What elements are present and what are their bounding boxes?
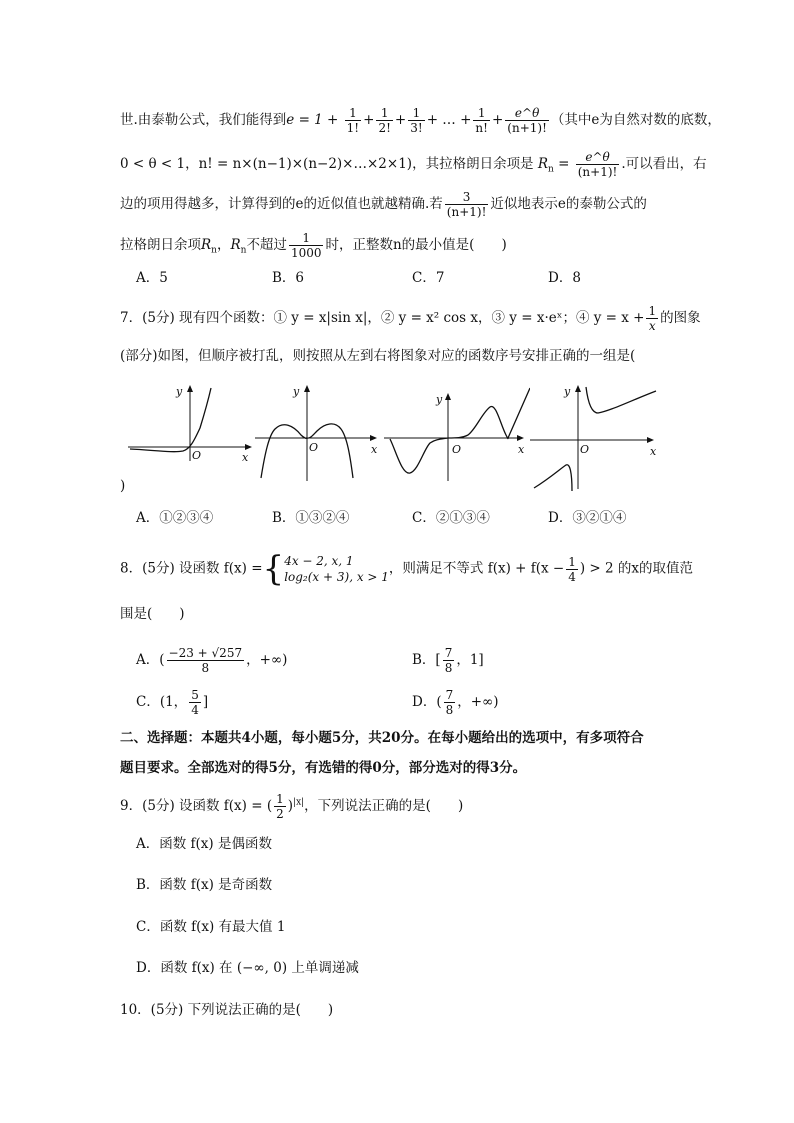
origin-label: O bbox=[580, 443, 590, 456]
axis-x-label: x bbox=[371, 443, 378, 456]
q7-stem: 7．(5分) 现有四个函数：① y = x|sin x|，② y = x² cos x，③ y = x·eˣ；④ y = x + bbox=[120, 310, 645, 326]
q6-text: 近似地表示e的泰勒公式的 bbox=[490, 196, 647, 212]
q6-option-d: D．8 bbox=[548, 270, 581, 286]
q6-fraction: $\frac{3}{(n+1)!}$ bbox=[446, 190, 487, 219]
q7-graph-3 bbox=[384, 383, 530, 483]
q9-stem: 9．(5分) 设函数 f(x) = ( $\frac{1}{2}$ )$^{|x|}$，下列说法正确的是( ) bbox=[120, 792, 464, 821]
section-2-heading-line-1: 二、选择题：本题共4小题，每小题5分，共20分。在每小题给出的选项中，有多项符合 bbox=[120, 730, 644, 746]
origin-label: O bbox=[192, 449, 202, 462]
q7-graph-4 bbox=[530, 383, 660, 493]
q8-piecewise: 4x − 2, x, 1 log₂(x + 3), x > 1 bbox=[284, 554, 389, 584]
q6-line-3 bbox=[120, 190, 647, 219]
q6-text: （其中e为自然对数的底数， bbox=[550, 112, 721, 128]
q7-stem-line-3: ) bbox=[120, 478, 126, 494]
q6-option-a: A．5 bbox=[136, 270, 168, 286]
origin-label: O bbox=[452, 443, 462, 456]
q7-fraction: $\frac{1}{x}$ bbox=[648, 304, 657, 333]
q8-stem-line-2: 围是( ) bbox=[120, 606, 185, 622]
q6-fraction: $\frac{1}{1000}$ bbox=[290, 231, 322, 260]
axis-x-label: x bbox=[518, 443, 525, 456]
q7-option-a: A．①②③④ bbox=[136, 510, 214, 526]
axis-y-label: y bbox=[436, 393, 443, 406]
axis-y-label: y bbox=[293, 385, 300, 398]
q6-text: 拉格朗日余项 bbox=[120, 237, 201, 253]
q6-text: 0 < θ < 1，n! = n×(n−1)×(n−2)×…×2×1)，其拉格朗日余项是 bbox=[120, 156, 534, 172]
q6-fraction: $\frac{e\^{}\theta}{(n+1)!}$ bbox=[507, 106, 547, 135]
q7-graph-2 bbox=[255, 383, 381, 483]
q9-option-d: D．函数 f(x) 在 (−∞, 0) 上单调递减 bbox=[136, 960, 359, 976]
q6-text: .可以看出，右 bbox=[621, 156, 707, 172]
q8-option-b: B．[ $\frac{7}{8}$ ，1] bbox=[412, 646, 484, 675]
q7-option-b: B．①③②④ bbox=[272, 510, 350, 526]
q8-stem-line-1: 8．(5分) 设函数 f(x) ={ 4x − 2, x, 1 log₂(x + 3), x > 1 ，则满足不等式 f(x) + f(x − $\frac{1}{4}$ ) > 2 的x的取值范 bbox=[120, 549, 694, 589]
q6-fraction: $\frac{e\^{}\theta}{(n+1)!}$ bbox=[577, 150, 618, 179]
q6-fraction: $\frac{1}{n!}$ bbox=[475, 106, 488, 135]
q6-line-2: 0 < θ < 1，n! = n×(n−1)×(n−2)×…×2×1)，其拉格朗日余项是 $R_n$ = $\frac{e\^{}\theta}{(n+1)!}$ .可以看出，右 bbox=[120, 150, 707, 179]
q6-option-b: B．6 bbox=[272, 270, 305, 286]
q8-option-c: C．(1， $\frac{5}{4}$ ] bbox=[136, 688, 209, 717]
origin-label: O bbox=[309, 441, 319, 454]
q6-line-1: 世.由泰勒公式，我们能得到e = 1 + $\frac{1}{1!}$ + $\frac{1}{2!}$ + $\frac{1}{3!}$ + … + $\frac{1}{n!}$ + $\frac{e\^{}\theta}{(n+1)!}$ （其中e为自然对数的底数， bbox=[120, 106, 721, 135]
q6-fraction: $\frac{1}{3!}$ bbox=[410, 106, 423, 135]
q6-fraction: $\frac{1}{1!}$ bbox=[346, 106, 360, 135]
q6-line-4: 拉格朗日余项$R_n$，$R_n$不超过 $\frac{1}{1000}$ 时，正整数n的最小值是( ) bbox=[120, 231, 507, 260]
q9-option-a: A．函数 f(x) 是偶函数 bbox=[136, 836, 272, 852]
q7-option-c: C．②①③④ bbox=[412, 510, 490, 526]
q6-text: 时，正整数n的最小值是( ) bbox=[325, 237, 507, 253]
axis-y-label: y bbox=[564, 385, 571, 398]
q6-formula-lead: e = 1 + bbox=[286, 112, 339, 128]
q6-fraction: $\frac{1}{2!}$ bbox=[378, 106, 391, 135]
q9-option-c: C．函数 f(x) 有最大值 1 bbox=[136, 919, 286, 935]
section-2-heading-line-2: 题目要求。全部选对的得5分，有选错的得0分，部分选对的得3分。 bbox=[120, 760, 527, 776]
axis-x-label: x bbox=[650, 445, 657, 458]
q6-text: 世.由泰勒公式，我们能得到 bbox=[120, 112, 287, 128]
q8-option-a: A．( $\frac{-23 + √257}{8}$ ，+∞) bbox=[136, 646, 288, 675]
q8-stem: 8．(5分) 设函数 f(x) = bbox=[120, 560, 263, 577]
q10-stem: 10．(5分) 下列说法正确的是( ) bbox=[120, 1002, 334, 1018]
q8-option-d: D．( $\frac{7}{8}$ ，+∞) bbox=[412, 688, 499, 717]
q7-stem-line-2: (部分)如图，但顺序被打乱，则按照从左到右将图象对应的函数序号安排正确的一组是( bbox=[120, 348, 636, 364]
q9-option-b: B．函数 f(x) 是奇函数 bbox=[136, 877, 273, 893]
axis-x-label: x bbox=[242, 451, 249, 463]
q6-text: 边的项用得越多，计算得到的e的近似值也就越精确.若 bbox=[120, 196, 443, 212]
q6-option-c: C．7 bbox=[412, 270, 445, 286]
axis-y-label: y bbox=[176, 385, 183, 398]
q7-option-d: D．③②①④ bbox=[548, 510, 627, 526]
q7-graph-1 bbox=[128, 383, 254, 463]
q7-stem-line-1: 7．(5分) 现有四个函数：① y = x|sin x|，② y = x² cos x，③ y = x·eˣ；④ y = x + $\frac{1}{x}$ 的图象 bbox=[120, 304, 701, 333]
q8-fraction: $\frac{1}{4}$ bbox=[568, 554, 576, 584]
